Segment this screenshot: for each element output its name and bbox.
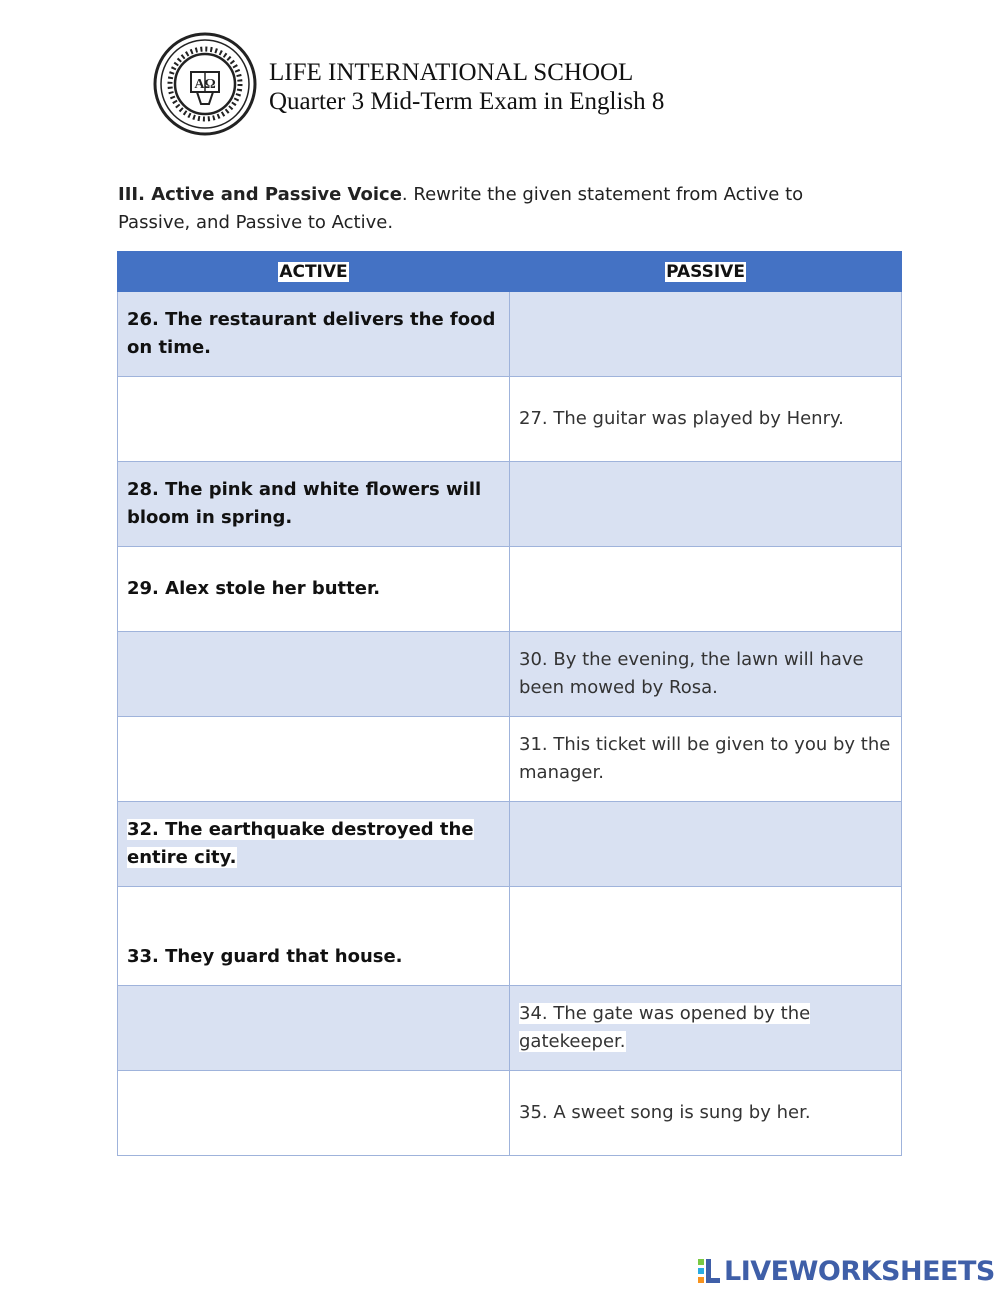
active-answer-cell[interactable] bbox=[118, 986, 510, 1071]
active-answer-cell[interactable] bbox=[118, 632, 510, 717]
active-cell[interactable]: 29. Alex stole her butter. bbox=[118, 547, 510, 632]
passive-answer-cell[interactable] bbox=[510, 292, 902, 377]
table-row bbox=[118, 292, 902, 377]
brand-name: LIVEWORKSHEETS bbox=[724, 1255, 995, 1287]
passive-answer-cell[interactable] bbox=[510, 547, 902, 632]
instructions bbox=[118, 181, 878, 237]
table-row bbox=[118, 377, 902, 462]
table-row bbox=[118, 632, 902, 717]
table-row bbox=[118, 1071, 902, 1156]
header-passive: PASSIVE bbox=[510, 252, 902, 292]
active-cell[interactable]: 26. The restaurant delivers the food on time. bbox=[118, 292, 510, 377]
svg-text:AΩ: AΩ bbox=[194, 77, 216, 92]
section-title: III. Active and Passive Voice bbox=[118, 184, 402, 205]
table-row bbox=[118, 547, 902, 632]
table-row bbox=[118, 717, 902, 802]
passive-cell[interactable]: 35. A sweet song is sung by her. bbox=[510, 1071, 902, 1156]
passive-cell[interactable]: 31. This ticket will be given to you by the manager. bbox=[510, 717, 902, 802]
school-logo bbox=[153, 32, 257, 136]
table-row bbox=[118, 462, 902, 547]
liveworksheets-brand bbox=[698, 1256, 995, 1286]
exam-title: Quarter 3 Mid-Term Exam in English 8 bbox=[269, 88, 665, 115]
school-name: LIFE INTERNATIONAL SCHOOL bbox=[269, 59, 634, 86]
passive-cell[interactable]: 34. The gate was opened by the gatekeeper. bbox=[510, 986, 902, 1071]
instructions-text: . Rewrite the given statement from Active to Passive, and Passive to Active. bbox=[118, 184, 804, 233]
passive-answer-cell[interactable] bbox=[510, 887, 902, 986]
table-row bbox=[118, 887, 902, 986]
active-answer-cell[interactable] bbox=[118, 377, 510, 462]
table-header-row bbox=[118, 252, 902, 292]
active-cell[interactable]: 33. They guard that house. bbox=[118, 887, 510, 986]
active-cell[interactable]: 28. The pink and white flowers will bloom in spring. bbox=[118, 462, 510, 547]
table-row bbox=[118, 802, 902, 887]
passive-cell[interactable]: 27. The guitar was played by Henry. bbox=[510, 377, 902, 462]
active-answer-cell[interactable] bbox=[118, 1071, 510, 1156]
active-cell[interactable]: 32. The earthquake destroyed the entire city. bbox=[118, 802, 510, 887]
school-header bbox=[269, 58, 664, 116]
passive-answer-cell[interactable] bbox=[510, 802, 902, 887]
passive-answer-cell[interactable] bbox=[510, 462, 902, 547]
active-answer-cell[interactable] bbox=[118, 717, 510, 802]
header-active: ACTIVE bbox=[118, 252, 510, 292]
passive-cell[interactable]: 30. By the evening, the lawn will have been mowed by Rosa. bbox=[510, 632, 902, 717]
voice-table bbox=[117, 251, 902, 1156]
liveworksheets-logo-icon bbox=[698, 1259, 720, 1283]
table-row bbox=[118, 986, 902, 1071]
